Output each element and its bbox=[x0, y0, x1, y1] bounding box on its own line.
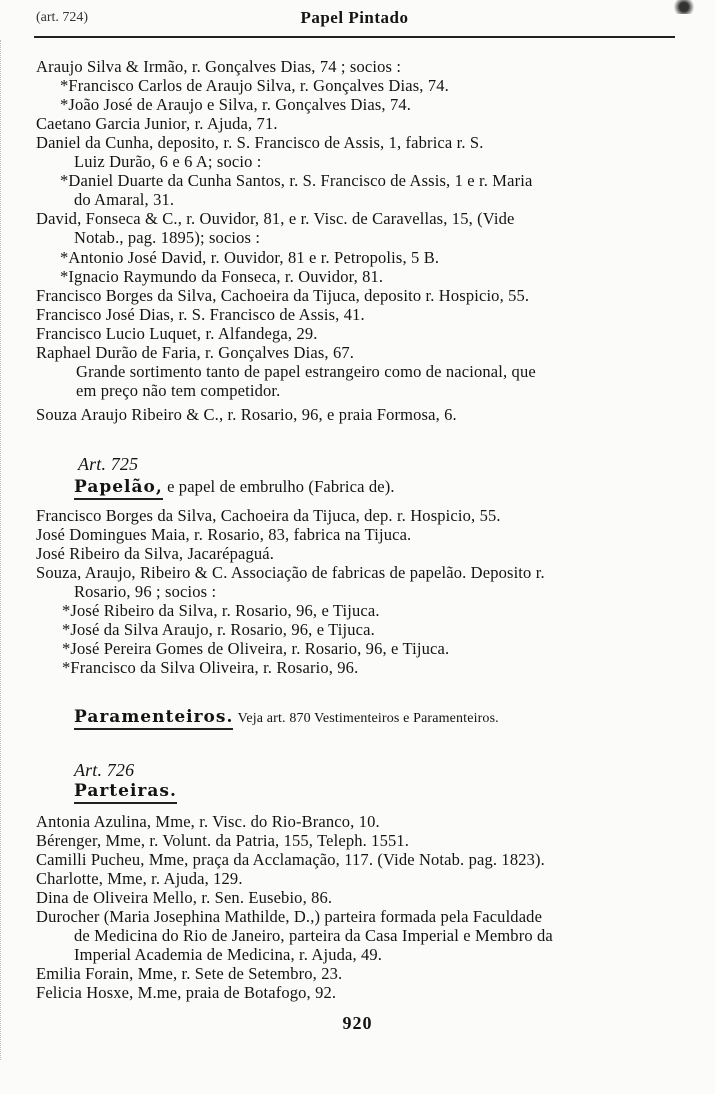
entry-line: *Antonio José David, r. Ouvidor, 81 e r. Petropolis, 5 B. bbox=[60, 248, 440, 267]
entry-line: *João José de Araujo e Silva, r. Gonçalves Dias, 74. bbox=[60, 95, 412, 114]
entry-line: David, Fonseca & C., r. Ouvidor, 81, e r. Visc. de Caravellas, 15, (Vide bbox=[36, 209, 515, 228]
section-heading: Parteiras. bbox=[74, 782, 177, 804]
cross-reference: Veja art. 870 Vestimenteiros e Paramenteiros. bbox=[237, 711, 499, 726]
page-number: 920 bbox=[342, 1013, 373, 1033]
entry-line: José Ribeiro da Silva, Jacarépaguá. bbox=[36, 544, 275, 563]
entry-line: *José Ribeiro da Silva, r. Rosario, 96, e Tijuca. bbox=[62, 601, 380, 620]
article-number bbox=[74, 761, 134, 780]
entry-line: de Medicina do Rio de Janeiro, parteira da Casa Imperial e Membro da bbox=[74, 926, 553, 945]
entry-line: Araujo Silva & Irmão, r. Gonçalves Dias, 74 ; socios : bbox=[36, 57, 402, 76]
entry-line: em preço não tem competidor. bbox=[76, 381, 281, 400]
entry-line: *Francisco da Silva Oliveira, r. Rosario, 96. bbox=[62, 658, 359, 677]
entry-line: Charlotte, Mme, r. Ajuda, 129. bbox=[36, 869, 243, 888]
article-number-value: 725 bbox=[110, 454, 139, 474]
article-reference: (art. 724) bbox=[36, 10, 89, 25]
entry-line: Imperial Academia de Medicina, r. Ajuda, 49. bbox=[74, 945, 383, 964]
article-label: Art. bbox=[74, 760, 103, 780]
entry-line: *Ignacio Raymundo da Fonseca, r. Ouvidor, 81. bbox=[60, 267, 384, 286]
entry-line: Daniel da Cunha, deposito, r. S. Francisco de Assis, 1, fabrica r. S. bbox=[36, 133, 484, 152]
entry-line: Felicia Hosxe, M.me, praia de Botafogo, 92. bbox=[36, 983, 337, 1002]
entry-line: Grande sortimento tanto de papel estrangeiro como de nacional, que bbox=[76, 362, 536, 381]
entry-line: Souza, Araujo, Ribeiro & C. Associação de fabricas de papelão. Deposito r. bbox=[36, 563, 545, 582]
entry-line: José Domingues Maia, r. Rosario, 83, fabrica na Tijuca. bbox=[36, 525, 412, 544]
article-number bbox=[78, 455, 138, 474]
entry-line: Notab., pag. 1895); socios : bbox=[74, 228, 261, 247]
entry-line: Durocher (Maria Josephina Mathilde, D.,) parteira formada pela Faculdade bbox=[36, 907, 543, 926]
article-number-value: 726 bbox=[106, 760, 135, 780]
entry-line: Antonia Azulina, Mme, r. Visc. do Rio-Branco, 10. bbox=[36, 812, 380, 831]
section-heading: Paramenteiros. bbox=[74, 708, 233, 730]
section-heading: Papelão, bbox=[74, 478, 163, 500]
section-heading-line bbox=[74, 781, 177, 804]
page-header bbox=[34, 6, 675, 34]
entry-line: Francisco José Dias, r. S. Francisco de Assis, 41. bbox=[36, 305, 365, 324]
entry-line: Caetano Garcia Junior, r. Ajuda, 71. bbox=[36, 114, 278, 133]
entry-line: *José Pereira Gomes de Oliveira, r. Rosario, 96, e Tijuca. bbox=[62, 639, 450, 658]
entry-line: Camilli Pucheu, Mme, praça da Acclamação, 117. (Vide Notab. pag. 1823). bbox=[36, 850, 545, 869]
header-rule bbox=[34, 36, 675, 38]
ink-blot bbox=[671, 0, 697, 14]
entry-line: Emilia Forain, Mme, r. Sete de Setembro, 23. bbox=[36, 964, 343, 983]
section-heading-rest: e papel de embrulho (Fabrica de). bbox=[167, 477, 395, 496]
entry-line: Luiz Durão, 6 e 6 A; socio : bbox=[74, 152, 262, 171]
entry-line: Raphael Durão de Faria, r. Gonçalves Dias, 67. bbox=[36, 343, 355, 362]
entry-line: Francisco Borges da Silva, Cachoeira da Tijuca, dep. r. Hospicio, 55. bbox=[36, 506, 501, 525]
entry-line: *Daniel Duarte da Cunha Santos, r. S. Francisco de Assis, 1 e r. Maria bbox=[60, 171, 533, 190]
entry-line: Bérenger, Mme, r. Volunt. da Patria, 155, Teleph. 1551. bbox=[36, 831, 410, 850]
page-title: Papel Pintado bbox=[300, 8, 409, 27]
entry-line: Francisco Borges da Silva, Cachoeira da Tijuca, deposito r. Hospicio, 55. bbox=[36, 286, 530, 305]
article-label: Art. bbox=[78, 454, 107, 474]
section-heading-line bbox=[74, 477, 395, 500]
margin-marks bbox=[0, 40, 11, 1060]
entry-line: Souza Araujo Ribeiro & C., r. Rosario, 96, e praia Formosa, 6. bbox=[36, 405, 457, 424]
entry-line: Francisco Lucio Luquet, r. Alfandega, 29. bbox=[36, 324, 318, 343]
entry-line: *José da Silva Araujo, r. Rosario, 96, e Tijuca. bbox=[62, 620, 375, 639]
entry-line: *Francisco Carlos de Araujo Silva, r. Gonçalves Dias, 74. bbox=[60, 76, 449, 95]
entry-line: Rosario, 96 ; socios : bbox=[74, 582, 217, 601]
section-paramenteiros bbox=[74, 707, 499, 730]
entry-line: Dina de Oliveira Mello, r. Sen. Eusebio, 86. bbox=[36, 888, 333, 907]
entry-line: do Amaral, 31. bbox=[74, 190, 175, 209]
